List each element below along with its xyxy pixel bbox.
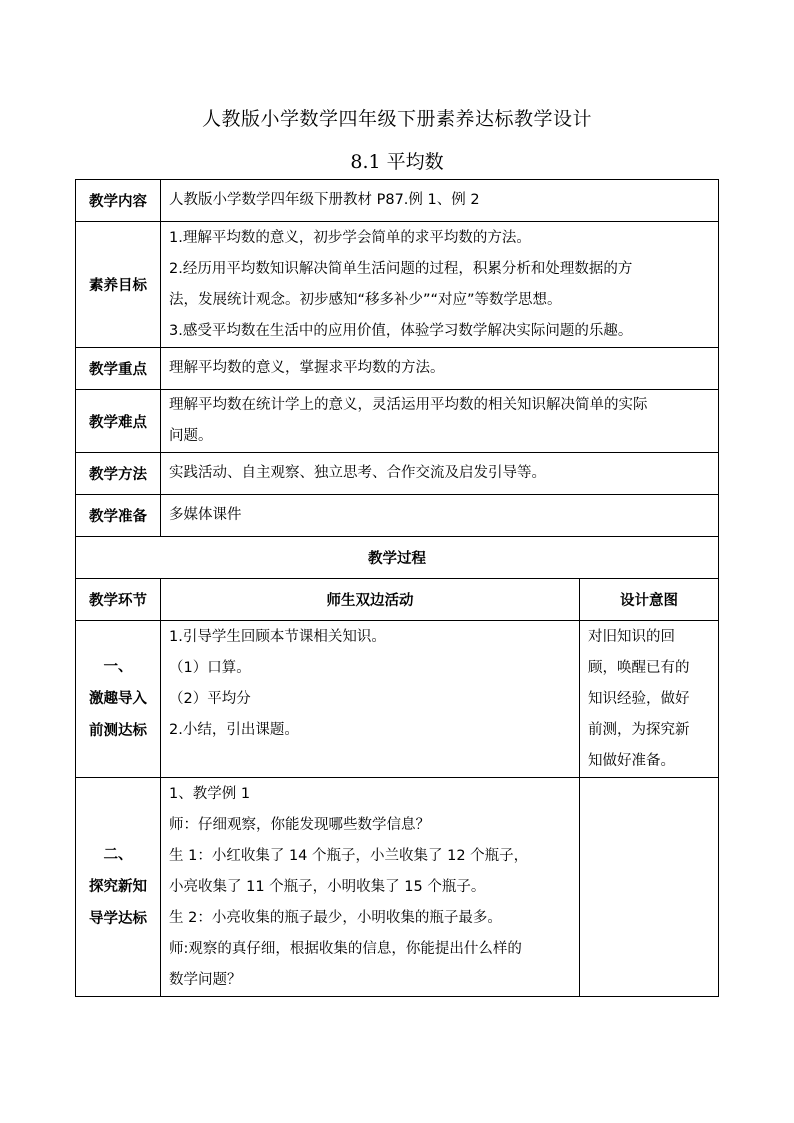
goal-line: 2.经历用平均数知识解决简单生活问题的过程，积累分析和处理数据的方 — [169, 260, 633, 277]
goals-label: 素养目标 — [76, 222, 161, 348]
content-label: 教学内容 — [76, 180, 161, 222]
intent-line: 知做好准备。 — [588, 753, 675, 769]
stage-2-activity — [161, 778, 580, 997]
lesson-subtitle: 8.1 平均数 — [350, 151, 444, 173]
stage-2-intent — [580, 778, 719, 997]
row-method — [76, 453, 719, 495]
key-label: 教学重点 — [76, 348, 161, 390]
lesson-plan-table — [75, 179, 719, 997]
intent-line: 对旧知识的回 — [588, 629, 675, 645]
stage-2-name — [76, 778, 161, 997]
document-title: 人教版小学数学四年级下册素养达标教学设计 — [201, 108, 592, 130]
row-difficulty — [76, 390, 719, 453]
row-prep — [76, 495, 719, 537]
stage-name-line: 激趣导入 — [89, 691, 147, 707]
row-goals — [76, 222, 719, 348]
activity-line: 生 2：小亮收集的瓶子最少，小明收集的瓶子最多。 — [169, 910, 502, 926]
method-value: 实践活动、自主观察、独立思考、合作交流及启发引导等。 — [161, 453, 719, 495]
intent-line: 顾，唤醒已有的 — [588, 660, 690, 676]
prep-value: 多媒体课件 — [161, 495, 719, 537]
difficulty-line: 问题。 — [169, 428, 213, 444]
stage-1-activity — [161, 621, 580, 778]
prep-label: 教学准备 — [76, 495, 161, 537]
col-intent-header: 设计意图 — [580, 579, 719, 621]
row-stage-1 — [76, 621, 719, 778]
difficulty-line: 理解平均数在统计学上的意义，灵活运用平均数的相关知识解决简单的实际 — [169, 397, 648, 413]
stage-name-line: 二、 — [103, 847, 133, 863]
row-process-heading — [76, 537, 719, 579]
stage-1-name — [76, 621, 161, 778]
method-label: 教学方法 — [76, 453, 161, 495]
row-content — [76, 180, 719, 222]
stage-name-line: 探究新知 — [89, 879, 147, 895]
goal-line: 3.感受平均数在生活中的应用价值，体验学习数学解决实际问题的乐趣。 — [169, 322, 633, 339]
stage-name-line: 一、 — [103, 659, 133, 675]
goal-line: 法，发展统计观念。初步感知“移多补少”“对应”等数学思想。 — [169, 291, 562, 308]
stage-1-intent — [580, 621, 719, 778]
activity-line: 数学问题？ — [169, 972, 242, 988]
activity-line: （2）平均分 — [169, 691, 251, 707]
goals-value — [161, 222, 719, 348]
activity-line: 1.引导学生回顾本节课相关知识。 — [169, 629, 386, 645]
activity-line: 师：仔细观察，你能发现哪些数学信息？ — [169, 817, 430, 833]
difficulty-value — [161, 390, 719, 453]
difficulty-label: 教学难点 — [76, 390, 161, 453]
col-activity-header: 师生双边活动 — [161, 579, 580, 621]
activity-line: （1）口算。 — [169, 660, 251, 676]
stage-name-line: 前测达标 — [89, 723, 147, 739]
activity-line: 小亮收集了 11 个瓶子，小明收集了 15 个瓶子。 — [169, 879, 486, 895]
row-stage-2 — [76, 778, 719, 997]
activity-line: 师:观察的真仔细，根据收集的信息，你能提出什么样的 — [169, 941, 522, 957]
content-value: 人教版小学数学四年级下册教材 P87.例 1、例 2 — [161, 180, 719, 222]
row-process-columns — [76, 579, 719, 621]
goal-line: 1.理解平均数的意义，初步学会简单的求平均数的方法。 — [169, 229, 531, 246]
intent-line: 前测，为探究新 — [588, 722, 690, 738]
intent-line: 知识经验，做好 — [588, 691, 690, 707]
key-value: 理解平均数的意义，掌握求平均数的方法。 — [161, 348, 719, 390]
activity-line: 生 1：小红收集了 14 个瓶子，小兰收集了 12 个瓶子， — [169, 848, 529, 864]
activity-line: 1、教学例 1 — [169, 786, 251, 802]
activity-line: 2.小结，引出课题。 — [169, 722, 299, 738]
row-key-point — [76, 348, 719, 390]
col-stage-header: 教学环节 — [76, 579, 161, 621]
process-heading: 教学过程 — [76, 537, 719, 579]
stage-name-line: 导学达标 — [89, 911, 147, 927]
